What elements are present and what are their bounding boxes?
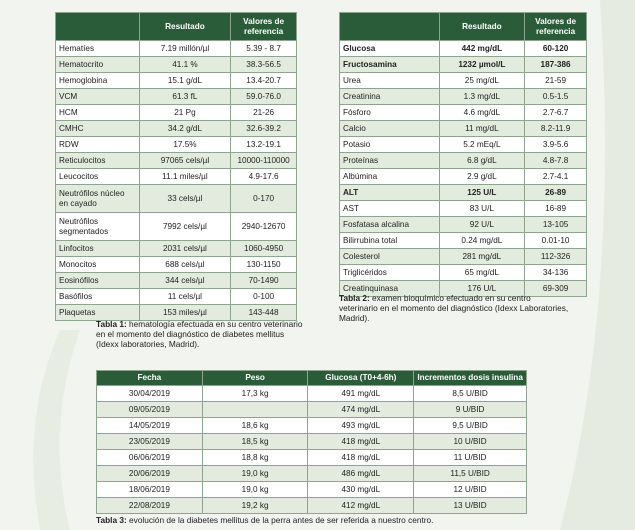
table-row (340, 121, 587, 137)
table-1-caption (96, 319, 306, 349)
reference-cell: 59.0-76.0 (231, 89, 297, 105)
result-cell: 1.3 mg/dL (439, 89, 525, 105)
reference-cell: 10000-110000 (231, 153, 297, 169)
caption-label: Tabla 1: (96, 319, 127, 329)
insulin-cell: 13 U/BID (414, 498, 527, 514)
parameter-cell: HCM (56, 105, 140, 121)
parameter-cell: Plaquetas (56, 305, 140, 321)
result-cell: 21 Pg (139, 105, 231, 121)
reference-cell: 112-326 (525, 249, 587, 265)
reference-cell: 69-309 (525, 281, 587, 297)
caption-label: Tabla 2: (339, 293, 370, 303)
table-row (56, 241, 297, 257)
parameter-cell: Hematíes (56, 41, 140, 57)
result-cell: 11.1 miles/µl (139, 169, 231, 185)
header-cell: Valores de referencia (525, 13, 587, 41)
table-row (97, 498, 527, 514)
table-row (56, 169, 297, 185)
table-row (340, 265, 587, 281)
result-cell: 688 cels/µl (139, 257, 231, 273)
header-cell: Peso (202, 371, 308, 386)
table-row (56, 41, 297, 57)
weight-cell: 18,8 kg (202, 450, 308, 466)
result-cell: 5.2 mEq/L (439, 137, 525, 153)
insulin-cell: 12 U/BID (414, 482, 527, 498)
reference-cell: 16-89 (525, 201, 587, 217)
caption-text: hematología efectuada en su centro veterinario en el momento del diagnóstico de diabetes mellitus (Idexx laboratories, Madrid). (96, 319, 303, 350)
parameter-cell: Fósforo (340, 105, 440, 121)
parameter-cell: Basófilos (56, 289, 140, 305)
date-cell: 06/06/2019 (97, 450, 203, 466)
reference-cell: 21-26 (231, 105, 297, 121)
result-cell: 97065 cels/µl (139, 153, 231, 169)
table-row (56, 57, 297, 73)
parameter-cell: Monocitos (56, 257, 140, 273)
parameter-cell: Glucosa (340, 41, 440, 57)
reference-cell: 0.01-10 (525, 233, 587, 249)
parameter-cell: AST (340, 201, 440, 217)
table-row (97, 482, 527, 498)
result-cell: 153 miles/µl (139, 305, 231, 321)
date-cell: 23/05/2019 (97, 434, 203, 450)
parameter-cell: Colesterol (340, 249, 440, 265)
parameter-cell: Linfocitos (56, 241, 140, 257)
result-cell: 344 cels/µl (139, 273, 231, 289)
reference-cell: 21-59 (525, 73, 587, 89)
weight-cell: 19,2 kg (202, 498, 308, 514)
insulin-cell: 11 U/BID (414, 450, 527, 466)
date-cell: 14/05/2019 (97, 418, 203, 434)
reference-cell: 38.3-56.5 (231, 57, 297, 73)
insulin-cell: 11,5 U/BID (414, 466, 527, 482)
glucose-cell: 430 mg/dL (308, 482, 414, 498)
hematology-table (55, 12, 297, 321)
table-row (340, 217, 587, 233)
weight-cell: 19,0 kg (202, 482, 308, 498)
insulin-cell: 9 U/BID (414, 402, 527, 418)
header-cell: Valores de referencia (231, 13, 297, 41)
table-row (56, 289, 297, 305)
result-cell: 442 mg/dL (439, 41, 525, 57)
weight-cell: 17,3 kg (202, 386, 308, 402)
table-row (340, 185, 587, 201)
table-row (340, 153, 587, 169)
insulin-cell: 8,5 U/BID (414, 386, 527, 402)
table-row (97, 466, 527, 482)
parameter-cell: Triglicéridos (340, 265, 440, 281)
reference-cell: 13-105 (525, 217, 587, 233)
insulin-cell: 9,5 U/BID (414, 418, 527, 434)
table-row (97, 418, 527, 434)
parameter-cell: Fructosamina (340, 57, 440, 73)
table-row (56, 185, 297, 213)
table-row (56, 121, 297, 137)
table-row (340, 137, 587, 153)
reference-cell: 32.6-39.2 (231, 121, 297, 137)
caption-text: evolución de la diabetes mellitus de la perra antes de ser referida a nuestro centro. (126, 515, 434, 525)
result-cell: 7.19 millón/µl (139, 41, 231, 57)
result-cell: 65 mg/dL (439, 265, 525, 281)
table-row (56, 213, 297, 241)
parameter-cell: Leucocitos (56, 169, 140, 185)
table-row (97, 402, 527, 418)
header-cell: Resultado (439, 13, 525, 41)
table-row (56, 73, 297, 89)
reference-cell: 130-1150 (231, 257, 297, 273)
table-header-row (340, 13, 587, 41)
result-cell: 11 cels/µl (139, 289, 231, 305)
table-row (56, 273, 297, 289)
result-cell: 0.24 mg/dL (439, 233, 525, 249)
parameter-cell: Hemoglobina (56, 73, 140, 89)
parameter-cell: Proteínas (340, 153, 440, 169)
date-cell: 09/05/2019 (97, 402, 203, 418)
table-row (340, 41, 587, 57)
weight-cell (202, 402, 308, 418)
result-cell: 33 cels/µl (139, 185, 231, 213)
table-row (56, 153, 297, 169)
parameter-cell: Fosfatasa alcalina (340, 217, 440, 233)
result-cell: 17.5% (139, 137, 231, 153)
header-cell (56, 13, 140, 41)
parameter-cell: Urea (340, 73, 440, 89)
result-cell: 125 U/L (439, 185, 525, 201)
reference-cell: 5.39 - 8.7 (231, 41, 297, 57)
caption-text: examen bioquímico efectuado en su centro veterinario en el momento del diagnóstico (Idexx Laboratories, Madrid). (339, 293, 569, 324)
reference-cell: 143-448 (231, 305, 297, 321)
result-cell: 92 U/L (439, 217, 525, 233)
diabetes-evolution-table (96, 370, 527, 514)
date-cell: 18/06/2019 (97, 482, 203, 498)
table-row (340, 169, 587, 185)
result-cell: 41.1 % (139, 57, 231, 73)
result-cell: 11 mg/dL (439, 121, 525, 137)
result-cell: 61.3 fL (139, 89, 231, 105)
table-3-caption (96, 515, 526, 525)
table-2-caption (339, 293, 569, 323)
caption-label: Tabla 3: (96, 515, 127, 525)
table-row (340, 249, 587, 265)
weight-cell: 18,5 kg (202, 434, 308, 450)
parameter-cell: Bilirrubina total (340, 233, 440, 249)
parameter-cell: RDW (56, 137, 140, 153)
insulin-cell: 10 U/BID (414, 434, 527, 450)
glucose-cell: 412 mg/dL (308, 498, 414, 514)
parameter-cell: Calcio (340, 121, 440, 137)
table-row (56, 257, 297, 273)
glucose-cell: 418 mg/dL (308, 434, 414, 450)
header-cell: Fecha (97, 371, 203, 386)
glucose-cell: 486 mg/dL (308, 466, 414, 482)
reference-cell: 3.9-5.6 (525, 137, 587, 153)
table-row (340, 201, 587, 217)
reference-cell: 4.9-17.6 (231, 169, 297, 185)
reference-cell: 1060-4950 (231, 241, 297, 257)
weight-cell: 18,6 kg (202, 418, 308, 434)
glucose-cell: 418 mg/dL (308, 450, 414, 466)
result-cell: 15.1 g/dL (139, 73, 231, 89)
glucose-cell: 493 mg/dL (308, 418, 414, 434)
table-row (56, 89, 297, 105)
parameter-cell: Creatinina (340, 89, 440, 105)
weight-cell: 19,0 kg (202, 466, 308, 482)
table-row (340, 57, 587, 73)
result-cell: 2.9 g/dL (439, 169, 525, 185)
header-cell: Incrementos dosis insulina (414, 371, 527, 386)
table-row (56, 137, 297, 153)
result-cell: 34.2 g/dL (139, 121, 231, 137)
reference-cell: 34-136 (525, 265, 587, 281)
parameter-cell: Eosinófilos (56, 273, 140, 289)
date-cell: 20/06/2019 (97, 466, 203, 482)
reference-cell: 0.5-1.5 (525, 89, 587, 105)
parameter-cell: Neutrófilos núcleo en cayado (56, 185, 140, 213)
result-cell: 4.6 mg/dL (439, 105, 525, 121)
table-row (340, 89, 587, 105)
parameter-cell: Reticulocitos (56, 153, 140, 169)
reference-cell: 8.2-11.9 (525, 121, 587, 137)
parameter-cell: ALT (340, 185, 440, 201)
result-cell: 6.8 g/dL (439, 153, 525, 169)
reference-cell: 2.7-6.7 (525, 105, 587, 121)
reference-cell: 0-170 (231, 185, 297, 213)
result-cell: 176 U/L (439, 281, 525, 297)
table-row (56, 105, 297, 121)
reference-cell: 0-100 (231, 289, 297, 305)
header-cell: Resultado (139, 13, 231, 41)
parameter-cell: Hematocrito (56, 57, 140, 73)
table-row (340, 73, 587, 89)
reference-cell: 2.7-4.1 (525, 169, 587, 185)
table-row (340, 105, 587, 121)
table-header-row (97, 371, 527, 386)
result-cell: 281 mg/dL (439, 249, 525, 265)
result-cell: 2031 cels/µl (139, 241, 231, 257)
parameter-cell: Albúmina (340, 169, 440, 185)
header-cell: Glucosa (T0+4-6h) (308, 371, 414, 386)
reference-cell: 13.4-20.7 (231, 73, 297, 89)
parameter-cell: Potasio (340, 137, 440, 153)
parameter-cell: VCM (56, 89, 140, 105)
reference-cell: 13.2-19.1 (231, 137, 297, 153)
header-cell (340, 13, 440, 41)
parameter-cell: CMHC (56, 121, 140, 137)
date-cell: 22/08/2019 (97, 498, 203, 514)
result-cell: 83 U/L (439, 201, 525, 217)
table-row (97, 434, 527, 450)
biochemistry-table (339, 12, 587, 297)
date-cell: 30/04/2019 (97, 386, 203, 402)
table-row (97, 450, 527, 466)
reference-cell: 60-120 (525, 41, 587, 57)
reference-cell: 70-1490 (231, 273, 297, 289)
reference-cell: 187-386 (525, 57, 587, 73)
reference-cell: 26-89 (525, 185, 587, 201)
table-header-row (56, 13, 297, 41)
result-cell: 25 mg/dL (439, 73, 525, 89)
table-row (340, 233, 587, 249)
glucose-cell: 474 mg/dL (308, 402, 414, 418)
result-cell: 7992 cels/µl (139, 213, 231, 241)
parameter-cell: Creatinquinasa (340, 281, 440, 297)
parameter-cell: Neutrófilos segmentados (56, 213, 140, 241)
reference-cell: 2940-12670 (231, 213, 297, 241)
table-row (97, 386, 527, 402)
result-cell: 1232 µmol/L (439, 57, 525, 73)
reference-cell: 4.8-7.8 (525, 153, 587, 169)
glucose-cell: 491 mg/dL (308, 386, 414, 402)
